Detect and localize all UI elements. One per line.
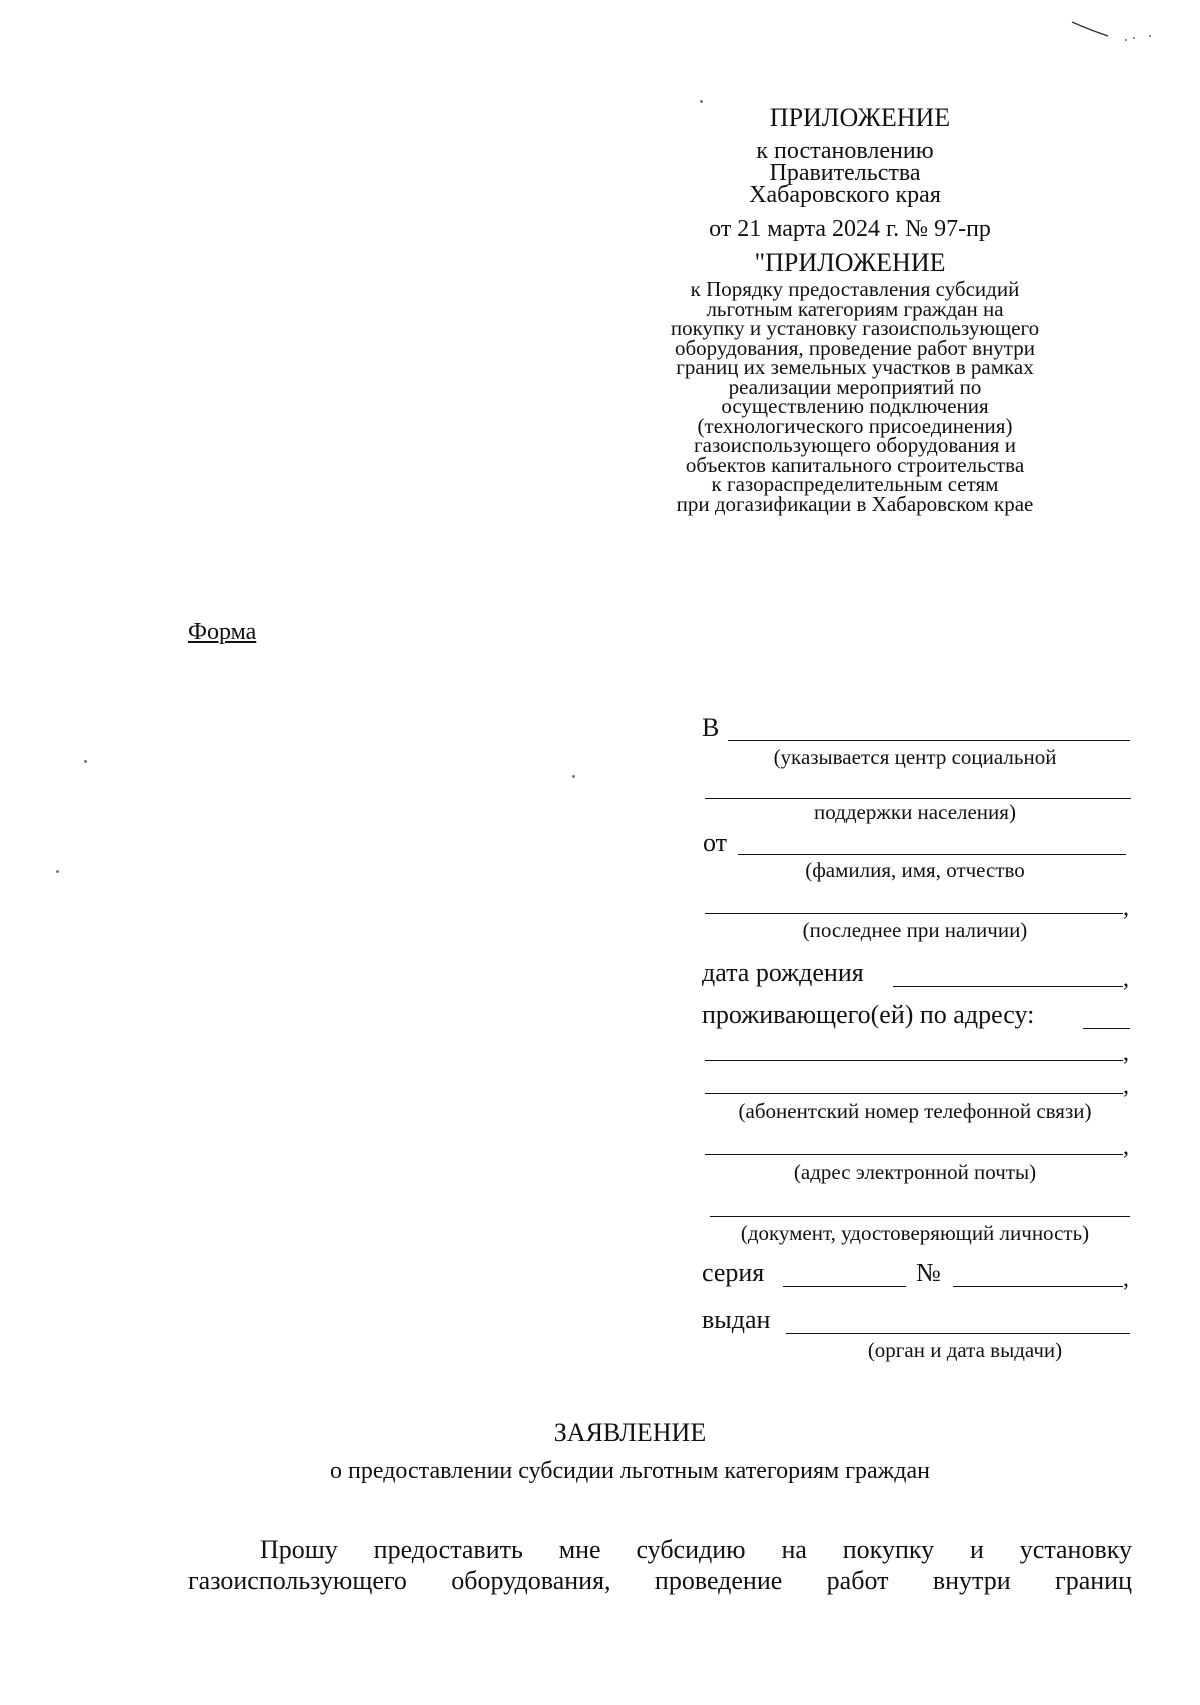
scan-mark-icon <box>1070 16 1170 46</box>
order-line: к газораспределительным сетям <box>711 472 999 496</box>
applicant-name-caption-2: (последнее при наличии) <box>802 918 1028 942</box>
statement-body-line: газоиспользующего оборудования, проведение работ внутри границ <box>188 1566 1132 1595</box>
resolution-date-number: от 21 марта 2024 г. № 97-пр <box>709 216 991 242</box>
phone-line[interactable] <box>705 1065 1123 1094</box>
applicant-name-line[interactable] <box>738 826 1126 855</box>
order-line: объектов капитального строительства <box>685 452 1025 477</box>
id-document-caption: (документ, удостоверяющий личность) <box>740 1221 1090 1245</box>
form-label: Форма <box>188 619 257 645</box>
order-line: при догазификации в Хабаровском крае <box>676 491 1034 516</box>
recipient-caption-2: поддержки населения) <box>814 800 1016 824</box>
applicant-name-caption: (фамилия, имя, отчество <box>805 858 1025 882</box>
series-line[interactable] <box>783 1258 906 1287</box>
comma: , <box>1123 1134 1129 1160</box>
scan-speck <box>700 100 703 103</box>
issued-line[interactable] <box>786 1305 1130 1334</box>
email-line[interactable] <box>705 1126 1123 1155</box>
recipient-field-line[interactable] <box>728 710 1130 741</box>
comma: , <box>1123 895 1129 921</box>
number-line[interactable] <box>953 1258 1123 1287</box>
birth-date-label: дата рождения <box>702 958 864 987</box>
scan-speck <box>84 760 87 763</box>
order-line: к Порядку предоставления субсидий <box>690 277 1020 301</box>
order-reference <box>630 277 1080 516</box>
order-line: покупку и установку газоиспользующего <box>670 316 1040 340</box>
id-document-line[interactable] <box>710 1188 1130 1217</box>
order-line: реализации мероприятий по <box>728 374 982 399</box>
issued-label: выдан <box>702 1305 771 1334</box>
residence-line[interactable] <box>1083 1000 1130 1029</box>
scan-speck <box>572 775 575 778</box>
resolution-line: Хабаровского края <box>749 182 941 208</box>
resolution-reference <box>700 140 990 206</box>
order-line: оборудования, проведение работ внутри <box>675 335 1035 360</box>
to-label: В <box>702 713 720 742</box>
order-line: границ их земельных участков в рамках <box>676 355 1034 379</box>
series-label: серия <box>702 1258 765 1287</box>
recipient-field-line-2[interactable] <box>705 770 1131 799</box>
issued-caption: (орган и дата выдачи) <box>867 1338 1063 1362</box>
applicant-name-line-2[interactable] <box>705 885 1123 914</box>
appendix-title: ПРИЛОЖЕНИЕ <box>769 103 951 132</box>
residence-label: проживающего(ей) по адресу: <box>702 1000 1035 1029</box>
recipient-caption: (указывается центр социальной <box>773 745 1057 769</box>
birth-date-line[interactable] <box>893 958 1123 987</box>
order-line: осуществлению подключения <box>721 394 989 418</box>
statement-title: ЗАЯВЛЕНИЕ <box>553 1418 707 1447</box>
statement-body-line: Прошу предоставить мне субсидию на покупку и установку <box>260 1535 1132 1564</box>
from-label: от <box>703 828 728 857</box>
order-appendix-title: "ПРИЛОЖЕНИЕ <box>754 248 946 277</box>
comma: , <box>1123 1073 1129 1099</box>
statement-subtitle: о предоставлении субсидии льготным категориям граждан <box>330 1458 930 1484</box>
comma: , <box>1123 1266 1129 1292</box>
order-line: (технологического присоединения) <box>697 413 1013 438</box>
number-label: № <box>916 1258 941 1287</box>
resolution-line: к постановлению <box>756 138 934 164</box>
resolution-line: Правительства <box>769 160 921 186</box>
residence-line-2[interactable] <box>705 1032 1123 1061</box>
comma: , <box>1123 1040 1129 1066</box>
phone-caption: (абонентский номер телефонной связи) <box>738 1099 1092 1123</box>
scan-speck <box>56 870 59 873</box>
comma: , <box>1123 966 1129 992</box>
order-line: льготным категориям граждан на <box>706 296 1004 321</box>
order-line: газоиспользующего оборудования и <box>694 433 1016 457</box>
email-caption: (адрес электронной почты) <box>793 1160 1037 1184</box>
